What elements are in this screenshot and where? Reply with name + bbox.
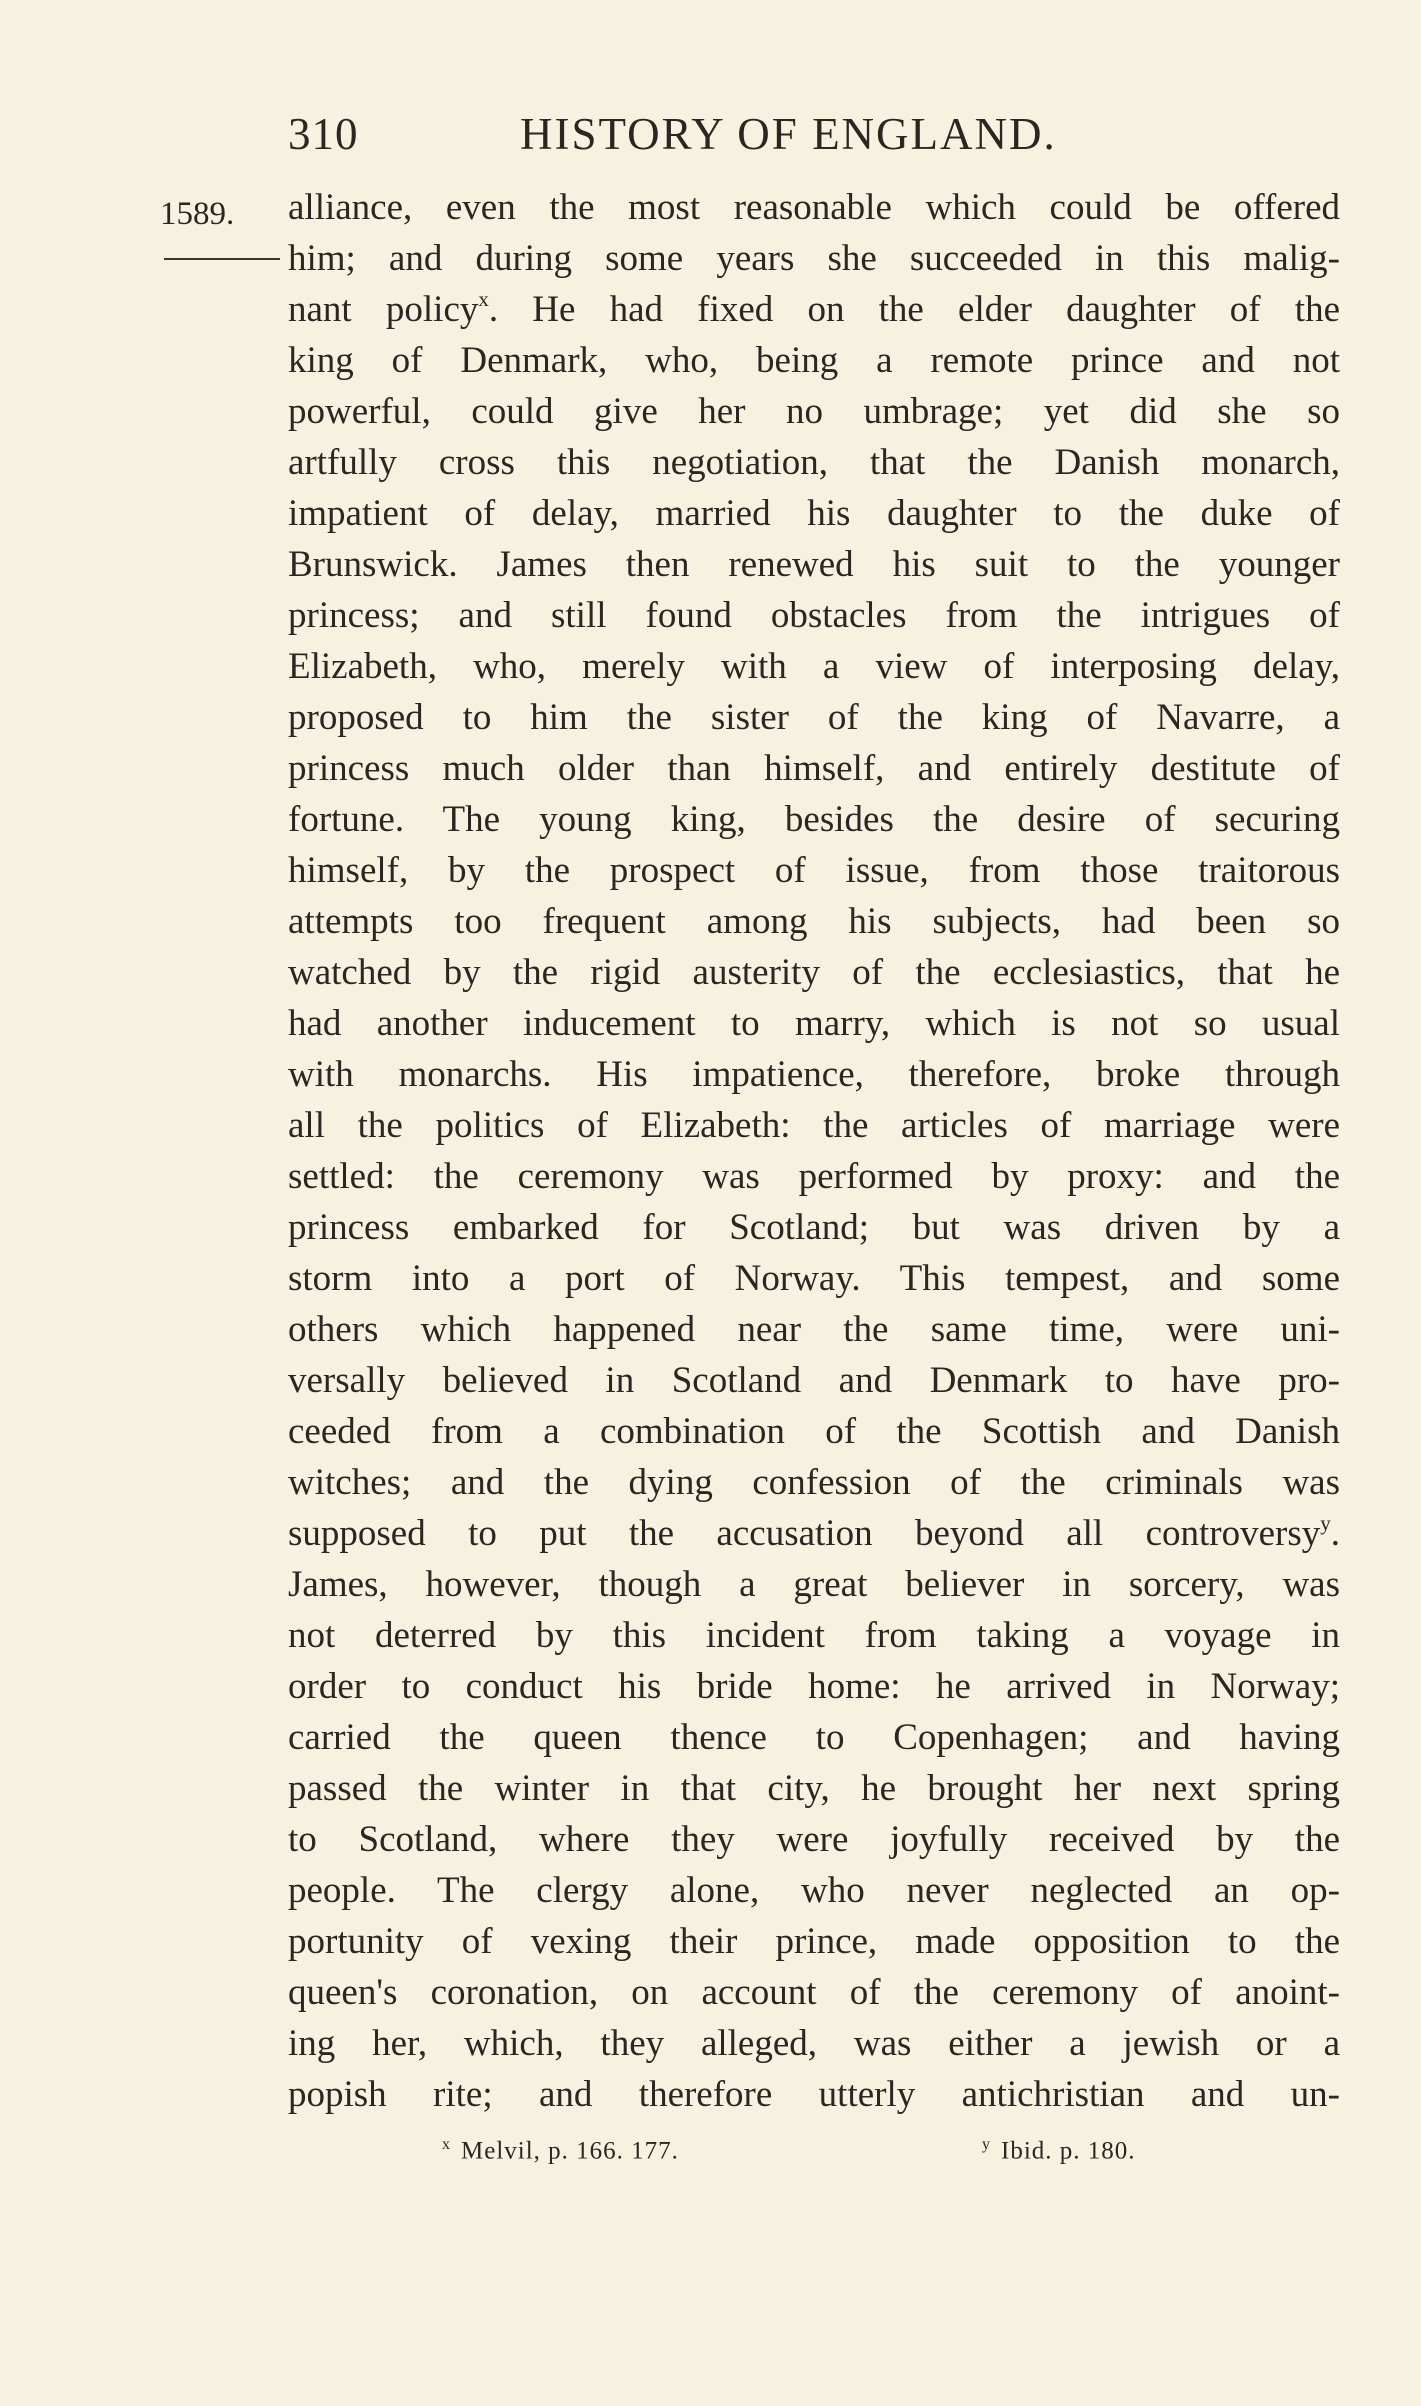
- footnote-reference: x: [478, 286, 489, 311]
- text-line-content: all the politics of Elizabeth: the articles of marriage were: [288, 1105, 1340, 1146]
- text-line-content: ing her, which, they alleged, was either a jewish or a: [288, 2023, 1340, 2064]
- text-line: [288, 386, 1340, 437]
- text-line: [288, 539, 1340, 590]
- text-line: [288, 1967, 1340, 2018]
- text-line-content: fortune. The young king, besides the desire of securing: [288, 799, 1340, 840]
- text-line: [288, 1712, 1340, 1763]
- text-line-content: attempts too frequent among his subjects, had been so: [288, 901, 1340, 942]
- text-line-content: to Scotland, where they were joyfully received by the: [288, 1819, 1340, 1860]
- footnote-text: Ibid. p. 180.: [1001, 2137, 1136, 2165]
- text-line-content: king of Denmark, who, being a remote prince and not: [288, 340, 1340, 381]
- text-line-content: Elizabeth, who, merely with a view of interposing delay,: [288, 646, 1340, 687]
- text-line: [288, 182, 1340, 233]
- text-line-content: ceeded from a combination of the Scottish and Danish: [288, 1411, 1340, 1452]
- text-line: [288, 998, 1340, 1049]
- text-line: [288, 1202, 1340, 1253]
- text-line: [288, 1304, 1340, 1355]
- footnote-y: [982, 2136, 1136, 2165]
- page-header: [288, 108, 1340, 168]
- margin-year: 1589.: [160, 196, 235, 232]
- text-line-content: nant policy: [288, 289, 479, 330]
- text-line: [288, 1865, 1340, 1916]
- text-line-content: artfully cross this negotiation, that the Danish monarch,: [288, 442, 1340, 483]
- text-line-content: proposed to him the sister of the king of Navarre, a: [288, 697, 1340, 738]
- text-line-content: himself, by the prospect of issue, from those traitorous: [288, 850, 1340, 891]
- text-line-content: watched by the rigid austerity of the ecclesiastics, that he: [288, 952, 1340, 993]
- footnote-mark: y: [982, 2136, 991, 2153]
- text-line-content: him; and during some years she succeeded in this malig-: [288, 238, 1340, 279]
- text-line-content: portunity of vexing their prince, made opposition to the: [288, 1921, 1340, 1962]
- text-line-content: not deterred by this incident from taking a voyage in: [288, 1615, 1340, 1656]
- text-line: [288, 845, 1340, 896]
- text-line: [288, 947, 1340, 998]
- text-line-content: carried the queen thence to Copenhagen; and having: [288, 1717, 1340, 1758]
- text-line-content: princess; and still found obstacles from the intrigues of: [288, 595, 1340, 636]
- text-line-continuation: .: [1330, 1513, 1340, 1554]
- text-line: [288, 641, 1340, 692]
- text-line-content: Brunswick. James then renewed his suit to the younger: [288, 544, 1340, 585]
- text-line: [288, 1100, 1340, 1151]
- footnote-reference: y: [1320, 1510, 1331, 1535]
- text-line-content: passed the winter in that city, he brought her next spring: [288, 1768, 1340, 1809]
- margin-rule: [164, 258, 280, 260]
- text-line-content: James, however, though a great believer in sorcery, was: [288, 1564, 1340, 1605]
- footnotes: [0, 2136, 1421, 2176]
- text-line: [288, 233, 1340, 284]
- text-line: [288, 1253, 1340, 1304]
- footnote-x: [442, 2136, 679, 2165]
- text-line: [288, 896, 1340, 947]
- text-line-content: princess embarked for Scotland; but was driven by a: [288, 1207, 1340, 1248]
- text-line-content: people. The clergy alone, who never neglected an op-: [288, 1870, 1340, 1911]
- text-line: [288, 437, 1340, 488]
- text-line-content: popish rite; and therefore utterly antichristian and un-: [288, 2074, 1340, 2115]
- text-line-continuation: . He had fixed on the elder daughter of the: [488, 289, 1340, 330]
- footnote-mark: x: [442, 2136, 451, 2153]
- text-line-content: supposed to put the accusation beyond all controversy: [288, 1513, 1321, 1554]
- text-line-content: versally believed in Scotland and Denmark to have pro-: [288, 1360, 1340, 1401]
- body-text: [288, 182, 1340, 2120]
- text-line: [288, 1610, 1340, 1661]
- text-line: [288, 692, 1340, 743]
- text-line-content: impatient of delay, married his daughter to the duke of: [288, 493, 1340, 534]
- text-line: [288, 1151, 1340, 1202]
- text-line-content: queen's coronation, on account of the ceremony of anoint-: [288, 1972, 1340, 2013]
- text-line-content: witches; and the dying confession of the criminals was: [288, 1462, 1340, 1503]
- text-line: [288, 794, 1340, 845]
- text-line: [288, 1049, 1340, 1100]
- text-line-content: with monarchs. His impatience, therefore, broke through: [288, 1054, 1340, 1095]
- text-line-content: storm into a port of Norway. This tempest, and some: [288, 1258, 1340, 1299]
- page-number: 310: [288, 109, 359, 159]
- text-line: [288, 1457, 1340, 1508]
- text-line-content: alliance, even the most reasonable which could be offered: [288, 187, 1340, 228]
- text-line: [288, 335, 1340, 386]
- text-line: [288, 743, 1340, 794]
- text-line: [288, 1661, 1340, 1712]
- footnote-text: Melvil, p. 166. 177.: [461, 2137, 679, 2165]
- text-line: [288, 1763, 1340, 1814]
- text-line: [288, 1355, 1340, 1406]
- text-line-content: powerful, could give her no umbrage; yet did she so: [288, 391, 1340, 432]
- text-line: [288, 488, 1340, 539]
- running-title: HISTORY OF ENGLAND.: [520, 109, 1057, 159]
- text-line: [288, 2018, 1340, 2069]
- text-line: [288, 2069, 1340, 2120]
- text-line-content: settled: the ceremony was performed by proxy: and the: [288, 1156, 1340, 1197]
- text-line-content: princess much older than himself, and entirely destitute of: [288, 748, 1340, 789]
- text-line-content: others which happened near the same time, were uni-: [288, 1309, 1340, 1350]
- text-line: [288, 1559, 1340, 1610]
- text-line-content: order to conduct his bride home: he arrived in Norway;: [288, 1666, 1340, 1707]
- text-line: [288, 590, 1340, 641]
- text-line-content: had another inducement to marry, which is not so usual: [288, 1003, 1340, 1044]
- text-line: [288, 1406, 1340, 1457]
- text-line: [288, 1814, 1340, 1865]
- text-line: [288, 284, 1340, 335]
- text-line: [288, 1508, 1340, 1559]
- text-line: [288, 1916, 1340, 1967]
